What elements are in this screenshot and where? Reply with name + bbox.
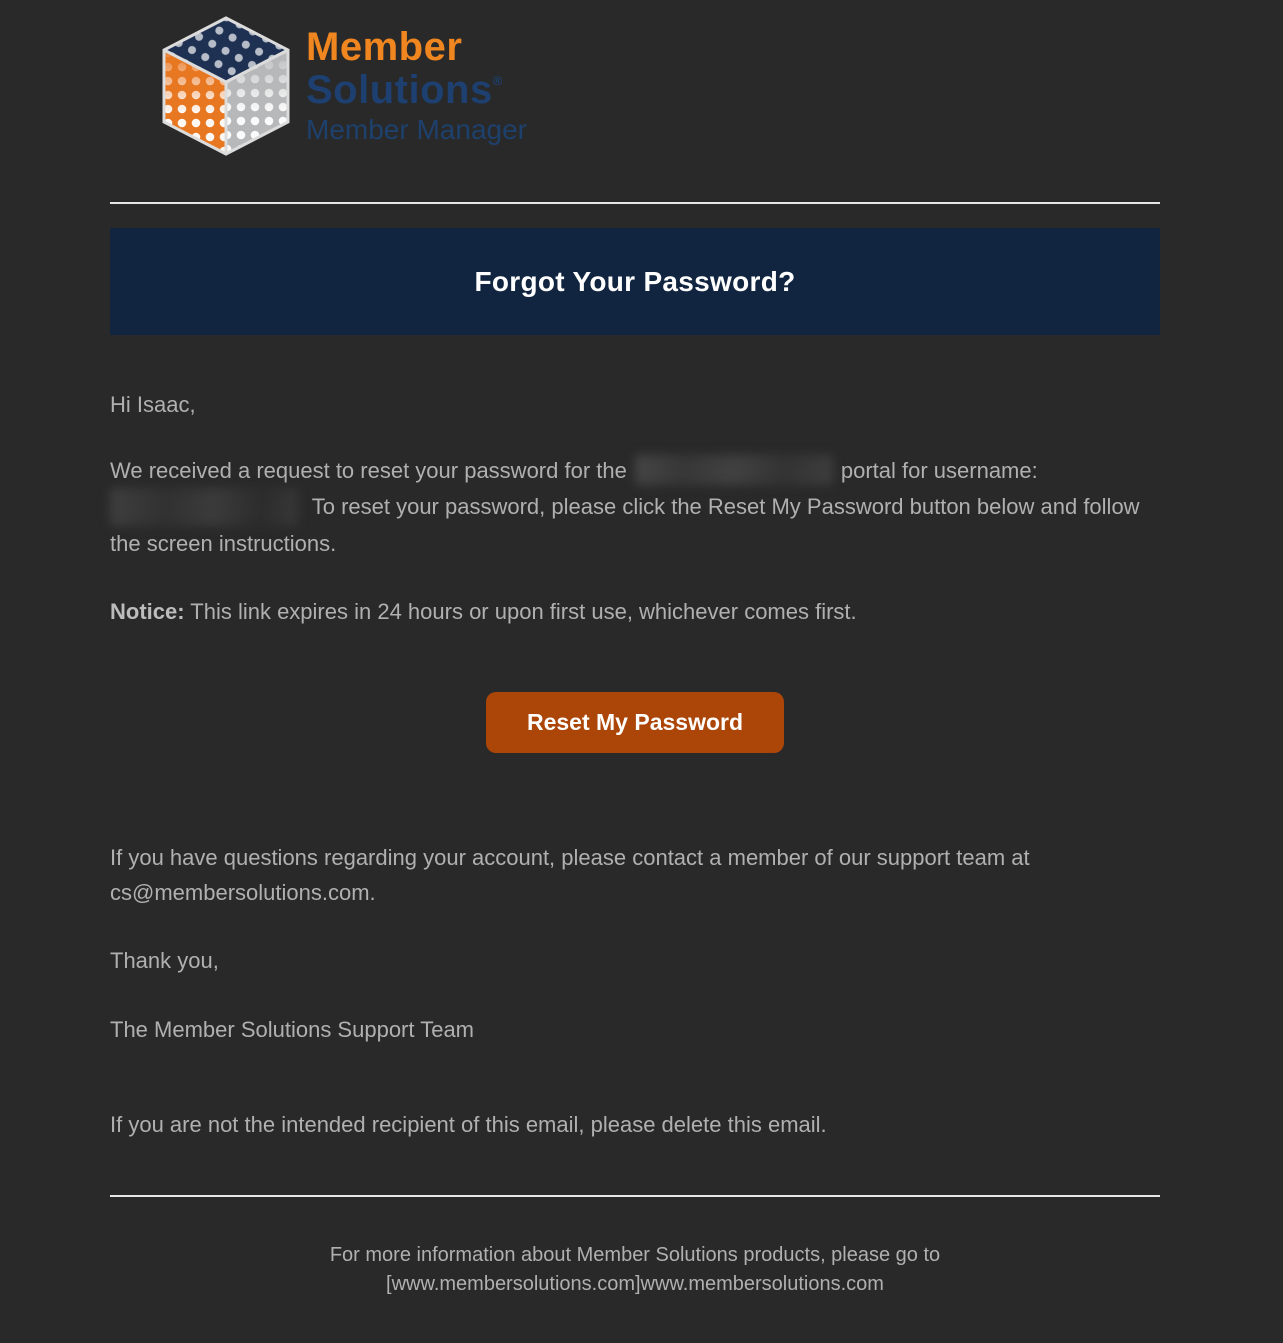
logo-brand-line2: Solutions® (306, 68, 503, 112)
request-paragraph (110, 453, 1160, 561)
reset-password-button[interactable]: Reset My Password (486, 692, 784, 753)
request-text-after-username: To reset your password, please click the Reset My Password button below and follow the screen instructions. (110, 494, 1140, 556)
footer-url[interactable]: [www.membersolutions.com]www.membersolutions.com (386, 1273, 884, 1295)
logo-cube-icon (160, 15, 292, 162)
top-divider (110, 202, 1160, 204)
greeting-text: Hi Isaac, (110, 392, 196, 417)
registered-mark: ® (492, 73, 503, 88)
support-paragraph (110, 840, 1160, 910)
request-text-before-portal: We received a request to reset your password for the (110, 458, 627, 483)
banner (110, 228, 1160, 335)
disclaimer-text: If you are not the intended recipient of this email, please delete this email. (110, 1112, 827, 1137)
notice-label: Notice: (110, 599, 185, 624)
button-row (110, 692, 1160, 753)
support-text-after-email: . (369, 880, 376, 905)
footer-line1: For more information about Member Solutions products, please go to (329, 1244, 941, 1266)
redacted-portal-name (635, 455, 833, 485)
logo-wordmark (306, 15, 527, 144)
notice-text: This link expires in 24 hours or upon first use, whichever comes first. (184, 599, 857, 624)
notice-paragraph (110, 594, 1160, 629)
bottom-divider (110, 1195, 1160, 1197)
logo (160, 0, 1160, 157)
thank-you-text: Thank you, (110, 948, 219, 973)
redacted-username (110, 488, 298, 526)
support-email[interactable]: cs@membersolutions.com (110, 880, 370, 905)
logo-brand-line1: Member (306, 25, 463, 69)
support-text-before-email: If you have questions regarding your account, please contact a member of our support team at (110, 845, 1030, 870)
email-body (110, 0, 1160, 1299)
request-text-after-portal: portal for username: (840, 458, 1038, 483)
logo-subtitle: Member Manager (306, 114, 527, 145)
signature-text: The Member Solutions Support Team (110, 1017, 474, 1042)
banner-title: Forgot Your Password? (474, 265, 796, 297)
footer (110, 1241, 1160, 1299)
